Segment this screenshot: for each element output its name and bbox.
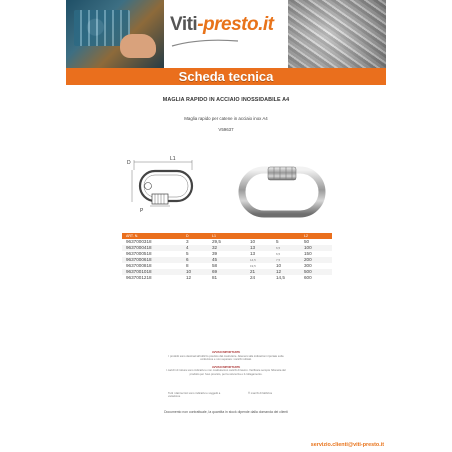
cell-d: 12	[186, 275, 192, 280]
cell-d: 6	[186, 257, 212, 263]
header-d: D	[186, 233, 212, 239]
cell-art: 9637000518	[126, 251, 152, 256]
hand-image	[120, 34, 156, 58]
cell-l2: 100	[304, 245, 332, 251]
wire-section	[145, 183, 152, 190]
cell-col4: 24	[250, 275, 256, 280]
label-l1: L1	[170, 156, 176, 162]
header-photo-tools	[66, 0, 164, 68]
header-art: ART. N.	[122, 233, 186, 239]
cell-art: 9637001018	[122, 269, 186, 275]
cell-d: 10	[186, 269, 212, 275]
cell-l2: 600	[304, 275, 312, 280]
logo-text-presto: -presto.it	[197, 14, 274, 35]
cell-l2: 500	[304, 269, 332, 275]
header-l1: L1	[212, 233, 250, 239]
notes-heading-2: AVVISO IMPORTANTE	[211, 365, 241, 369]
cell-col4: 13	[250, 251, 256, 256]
notes-text-1: I prodotti sono destinati all'utilizzo previsto dal costruttore. Attenersi alle indicazioni riportate sulla confezione e non superare i carichi indicati.	[168, 354, 284, 362]
cell-l2: 150	[304, 251, 312, 256]
header-photo-screws	[288, 0, 386, 68]
section-band: Scheda tecnica	[66, 68, 386, 85]
cell-l1: 32	[212, 245, 250, 251]
notes-block	[162, 351, 290, 381]
product-subtitle: Maglia rapido per catene in acciaio inox A4	[184, 116, 268, 121]
cell-col5: 12	[276, 269, 304, 275]
link-nut	[152, 194, 168, 204]
spec-table	[122, 233, 332, 281]
cell-l2: 300	[304, 263, 312, 268]
cell-d: 8	[186, 263, 189, 268]
spec-disclaimer: Tutti i dati tecnici sono indicativi e soggetti a variazione	[168, 392, 221, 399]
cell-d: 4	[186, 245, 212, 251]
cell-col4-small: 19,5	[250, 264, 256, 268]
cell-l1: 29,5	[212, 239, 221, 244]
cell-col5: 14,5	[276, 275, 285, 280]
cell-col5-small: 7,5	[276, 258, 281, 262]
cell-l1: 81	[212, 275, 218, 280]
cell-l1: 58	[212, 263, 218, 268]
customer-service-email-link[interactable]: servizio.clienti@viti-presto.it	[310, 442, 384, 448]
contact-email-block	[66, 442, 384, 448]
cell-col5: 5	[276, 239, 279, 244]
product-title: MAGLIA RAPIDO IN ACCIAIO INOSSIDABILE A4	[162, 97, 290, 103]
cell-l1: 69	[212, 269, 250, 275]
cell-col5-small: 6,5	[276, 246, 281, 250]
cell-l2: 200	[304, 257, 332, 263]
technical-drawing	[126, 150, 206, 220]
notes-heading-1: AVVISO IMPORTANTE	[211, 351, 241, 354]
product-code: V59637	[218, 127, 234, 132]
label-p: P	[140, 208, 144, 214]
cell-art: 9637000418	[122, 245, 186, 251]
header-l2: L2	[304, 233, 332, 239]
label-d: D	[127, 160, 131, 166]
notes-text-2: I carichi di rottura sono indicativi e non costituiscono carichi di lavoro. Verificare sempre l'idoneita del prodotto per l'uso previsto, per la sicurezza e il collegamento.	[166, 369, 286, 376]
logo-text-viti: Viti	[170, 14, 198, 35]
cell-col4: 21	[250, 269, 276, 275]
logo-swoosh-icon	[170, 38, 240, 48]
header	[66, 0, 386, 68]
cell-d: 5	[186, 251, 189, 256]
product-photo	[234, 164, 330, 222]
cell-art: 9637001218	[126, 275, 152, 280]
cell-art: 9637000618	[122, 257, 186, 263]
cell-art: 9637000318	[126, 239, 152, 244]
footer-disclaimer: Documento non contrattuale, la quantita in stock dipende dalla domanda dei clienti	[164, 410, 288, 414]
cell-col5-small: 6,5	[276, 252, 281, 256]
table-row	[122, 275, 332, 281]
cell-l1: 39	[212, 251, 218, 256]
technical-sheet	[66, 0, 386, 452]
cell-art: 9637000818	[126, 263, 152, 268]
cell-l2: 50	[304, 239, 310, 244]
cell-d: 3	[186, 239, 189, 244]
cell-col4-small: 14,5	[250, 258, 256, 262]
cell-col5: 10	[276, 263, 282, 268]
cell-col4: 10	[250, 239, 256, 244]
cell-col4: 13	[250, 245, 276, 251]
trademark-note: ® marchi di fabbrica	[248, 392, 272, 395]
cell-l1: 45	[212, 257, 250, 263]
